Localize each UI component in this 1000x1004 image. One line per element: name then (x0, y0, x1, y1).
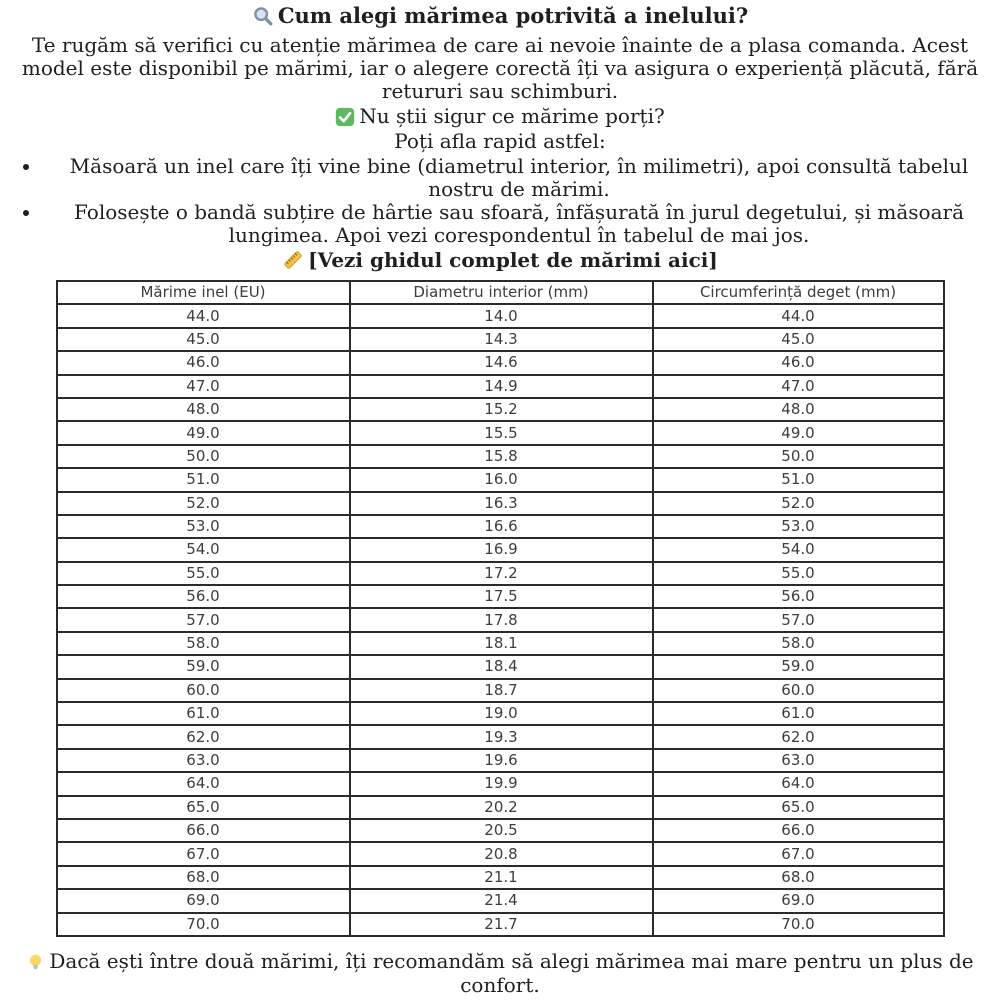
table-row (57, 842, 944, 865)
table-row (57, 515, 944, 538)
table-cell: 64.0 (57, 772, 350, 795)
table-cell: 20.2 (350, 796, 653, 819)
table-cell: 55.0 (653, 562, 944, 585)
table-cell: 52.0 (653, 492, 944, 515)
table-cell: 21.1 (350, 866, 653, 889)
table-row (57, 702, 944, 725)
size-guide-link[interactable]: [Vezi ghidul complet de mărimi aici] (308, 248, 718, 272)
table-row (57, 819, 944, 842)
table-cell: 61.0 (653, 702, 944, 725)
table-cell: 53.0 (57, 515, 350, 538)
table-cell: 62.0 (653, 725, 944, 748)
table-row (57, 679, 944, 702)
tip-text: Măsoară un inel care îți vine bine (diametrul interior, în milimetri), apoi consultă tabelul nostru de mărimi. (69, 154, 969, 201)
table-cell: 14.6 (350, 351, 653, 374)
table-cell: 57.0 (653, 608, 944, 631)
table-cell: 45.0 (653, 328, 944, 351)
table-cell: 14.9 (350, 375, 653, 398)
table-cell: 49.0 (653, 421, 944, 444)
table-cell: 64.0 (653, 772, 944, 795)
table-cell: 21.4 (350, 889, 653, 912)
table-cell: 61.0 (57, 702, 350, 725)
table-cell: 70.0 (653, 913, 944, 936)
list-item (42, 155, 996, 201)
table-row (57, 492, 944, 515)
table-cell: 19.3 (350, 725, 653, 748)
table-cell: 18.1 (350, 632, 653, 655)
table-cell: 47.0 (653, 375, 944, 398)
table-cell: 62.0 (57, 725, 350, 748)
table-cell: 20.5 (350, 819, 653, 842)
size-question-line (0, 105, 1000, 128)
table-row (57, 375, 944, 398)
table-cell: 45.0 (57, 328, 350, 351)
ruler-icon (282, 249, 304, 271)
ring-size-table (56, 280, 945, 937)
table-row (57, 421, 944, 444)
table-cell: 15.8 (350, 445, 653, 468)
table-row (57, 585, 944, 608)
size-guide-line (0, 248, 1000, 273)
table-row (57, 796, 944, 819)
table-cell: 66.0 (653, 819, 944, 842)
table-row (57, 351, 944, 374)
table-cell: 58.0 (653, 632, 944, 655)
table-cell: 21.7 (350, 913, 653, 936)
table-cell: 56.0 (57, 585, 350, 608)
table-cell: 18.7 (350, 679, 653, 702)
table-cell: 68.0 (653, 866, 944, 889)
table-cell: 48.0 (653, 398, 944, 421)
table-cell: 69.0 (57, 889, 350, 912)
table-cell: 16.9 (350, 538, 653, 561)
table-header-row (57, 281, 944, 304)
table-cell: 48.0 (57, 398, 350, 421)
table-cell: 17.5 (350, 585, 653, 608)
magnifying-glass-icon (252, 5, 274, 27)
table-row (57, 866, 944, 889)
table-row (57, 538, 944, 561)
table-row (57, 468, 944, 491)
table-cell: 66.0 (57, 819, 350, 842)
tip-text: Folosește o bandă subțire de hârtie sau sfoară, înfășurată în jurul degetului, și măsoară lungimea. Apoi vezi corespondentul în tabelul de mai jos. (74, 200, 964, 247)
table-row (57, 632, 944, 655)
table-cell: 60.0 (57, 679, 350, 702)
table-row (57, 889, 944, 912)
table-row (57, 328, 944, 351)
table-cell: 63.0 (653, 749, 944, 772)
table-cell: 46.0 (57, 351, 350, 374)
table-cell: 20.8 (350, 842, 653, 865)
table-cell: 69.0 (653, 889, 944, 912)
table-row (57, 445, 944, 468)
table-body (57, 304, 944, 936)
table-cell: 65.0 (653, 796, 944, 819)
table-cell: 19.9 (350, 772, 653, 795)
table-cell: 17.2 (350, 562, 653, 585)
list-item (42, 201, 996, 247)
table-cell: 49.0 (57, 421, 350, 444)
table-row (57, 749, 944, 772)
footer-note-text: Dacă ești între două mărimi, îți recomandăm să alegi mărimea mai mare pentru un plus de confort. (49, 948, 974, 997)
table-cell: 44.0 (57, 304, 350, 327)
table-row (57, 913, 944, 936)
column-header-size: Mărime inel (EU) (57, 281, 350, 304)
table-cell: 16.6 (350, 515, 653, 538)
table-cell: 59.0 (653, 655, 944, 678)
column-header-circumference: Circumferință deget (mm) (653, 281, 944, 304)
table-cell: 16.0 (350, 468, 653, 491)
measuring-tips-list (0, 155, 1000, 247)
size-question-text: Nu știi sigur ce mărime porți? (359, 104, 665, 128)
table-row (57, 562, 944, 585)
table-cell: 47.0 (57, 375, 350, 398)
table-cell: 60.0 (653, 679, 944, 702)
lead-in-text: Poți afla rapid astfel: (394, 129, 606, 153)
table-cell: 51.0 (653, 468, 944, 491)
table-cell: 58.0 (57, 632, 350, 655)
table-cell: 56.0 (653, 585, 944, 608)
table-cell: 50.0 (57, 445, 350, 468)
table-row (57, 398, 944, 421)
page-title-text: Cum alegi mărimea potrivită a inelului? (277, 3, 749, 28)
table-cell: 46.0 (653, 351, 944, 374)
table-cell: 57.0 (57, 608, 350, 631)
column-header-diameter: Diametru interior (mm) (350, 281, 653, 304)
table-cell: 55.0 (57, 562, 350, 585)
table-cell: 63.0 (57, 749, 350, 772)
table-cell: 19.0 (350, 702, 653, 725)
table-row (57, 772, 944, 795)
table-cell: 67.0 (653, 842, 944, 865)
footer-note (6, 949, 994, 997)
table-cell: 15.2 (350, 398, 653, 421)
table-cell: 67.0 (57, 842, 350, 865)
table-cell: 17.8 (350, 608, 653, 631)
page-title (0, 4, 1000, 28)
table-cell: 50.0 (653, 445, 944, 468)
table-cell: 65.0 (57, 796, 350, 819)
green-checkmark-icon (335, 107, 355, 127)
table-cell: 52.0 (57, 492, 350, 515)
table-cell: 16.3 (350, 492, 653, 515)
lightbulb-icon (26, 953, 45, 972)
table-row (57, 725, 944, 748)
table-row (57, 304, 944, 327)
table-cell: 59.0 (57, 655, 350, 678)
ring-size-guide-page (0, 4, 1000, 997)
table-row (57, 608, 944, 631)
table-row (57, 655, 944, 678)
table-cell: 14.0 (350, 304, 653, 327)
table-cell: 44.0 (653, 304, 944, 327)
table-cell: 53.0 (653, 515, 944, 538)
intro-paragraph: Te rugăm să verifici cu atenție mărimea de care ai nevoie înainte de a plasa comanda. Acest model este disponibil pe mărimi, iar o alegere corectă îți va asigura o experiență plăcută, fără retururi sau schimburi. (21, 33, 979, 103)
table-cell: 14.3 (350, 328, 653, 351)
table-cell: 15.5 (350, 421, 653, 444)
table-cell: 68.0 (57, 866, 350, 889)
table-cell: 54.0 (57, 538, 350, 561)
table-cell: 51.0 (57, 468, 350, 491)
table-cell: 18.4 (350, 655, 653, 678)
table-cell: 54.0 (653, 538, 944, 561)
table-cell: 19.6 (350, 749, 653, 772)
table-cell: 70.0 (57, 913, 350, 936)
